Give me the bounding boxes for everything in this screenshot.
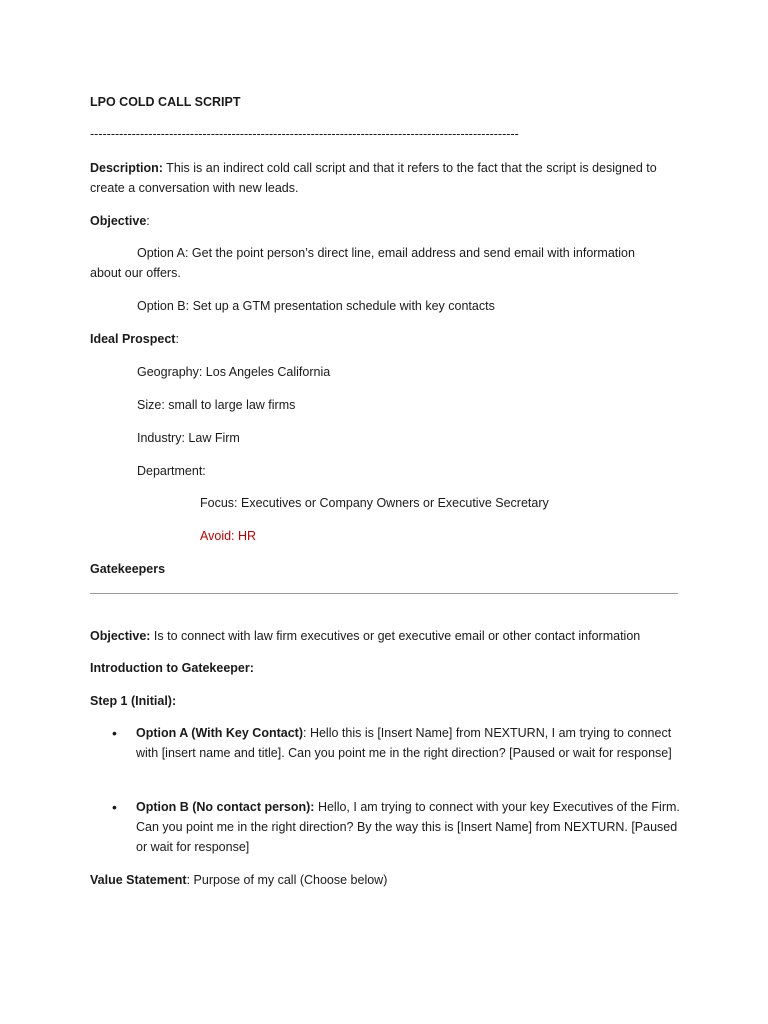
ideal-prospect-colon: : [175, 332, 179, 346]
step1-heading: Step 1 (Initial): [90, 694, 177, 708]
objective-colon: : [146, 214, 150, 228]
value-statement [90, 870, 387, 890]
introduction-heading: Introduction to Gatekeeper: [90, 661, 254, 675]
option-a-line: Option A: Get the point person’s direct line, email address and send email with information [137, 246, 635, 260]
bullet-marker: • [112, 725, 117, 741]
gatekeeper-objective [90, 626, 640, 646]
ideal-prospect-label: Ideal Prospect [90, 332, 176, 346]
avoid-line: Avoid: HR [200, 529, 257, 543]
ideal-prospect-heading [90, 329, 179, 349]
bullet-option-b-text: Hello, I am trying to connect with your key Executives of the Firm. Can you point me in the right direction? By the way this is [Insert Name] from NEXTURN. [Paused or wait for response] [136, 800, 680, 854]
option-b-line: Option B: Set up a GTM presentation schedule with key contacts [137, 299, 495, 313]
department-line: Department: [137, 464, 206, 478]
size-line: Size: small to large law firms [137, 398, 296, 412]
bullet-option-a-text: : Hello this is [Insert Name] from NEXTURN, I am trying to connect with [insert name and title]. Can you point me in the right direction? [Paused or wait for response] [136, 726, 672, 760]
gatekeeper-objective-label: Objective: [90, 629, 151, 643]
bullet-option-a-label: Option A (With Key Contact) [136, 726, 303, 740]
description-label: Description: [90, 161, 163, 175]
geography-line: Geography: Los Angeles California [137, 365, 331, 379]
bullet-marker: • [112, 799, 117, 815]
description-text: This is an indirect cold call script and that it refers to the fact that the script is designed to create a conversation with new leads. [90, 161, 657, 195]
bullet-option-a [136, 723, 681, 763]
gatekeepers-heading: Gatekeepers [90, 562, 166, 576]
gatekeeper-objective-text: Is to connect with law firm executives or get executive email or other contact information [150, 629, 641, 643]
value-statement-label: Value Statement [90, 873, 187, 887]
bullet-option-b-label: Option B (No contact person): [136, 800, 315, 814]
bullet-option-b [136, 797, 681, 857]
document-title: LPO COLD CALL SCRIPT [90, 95, 241, 109]
objective-heading [90, 211, 150, 231]
horizontal-rule [90, 593, 678, 594]
dashed-separator: ------------------------------------------------------------------------------------------------------- [90, 127, 519, 141]
option-a-continuation: about our offers. [90, 266, 181, 280]
focus-line: Focus: Executives or Company Owners or Executive Secretary [200, 496, 549, 510]
value-statement-text: : Purpose of my call (Choose below) [186, 873, 388, 887]
objective-label: Objective [90, 214, 147, 228]
industry-line: Industry: Law Firm [137, 431, 240, 445]
description-paragraph [90, 158, 680, 198]
